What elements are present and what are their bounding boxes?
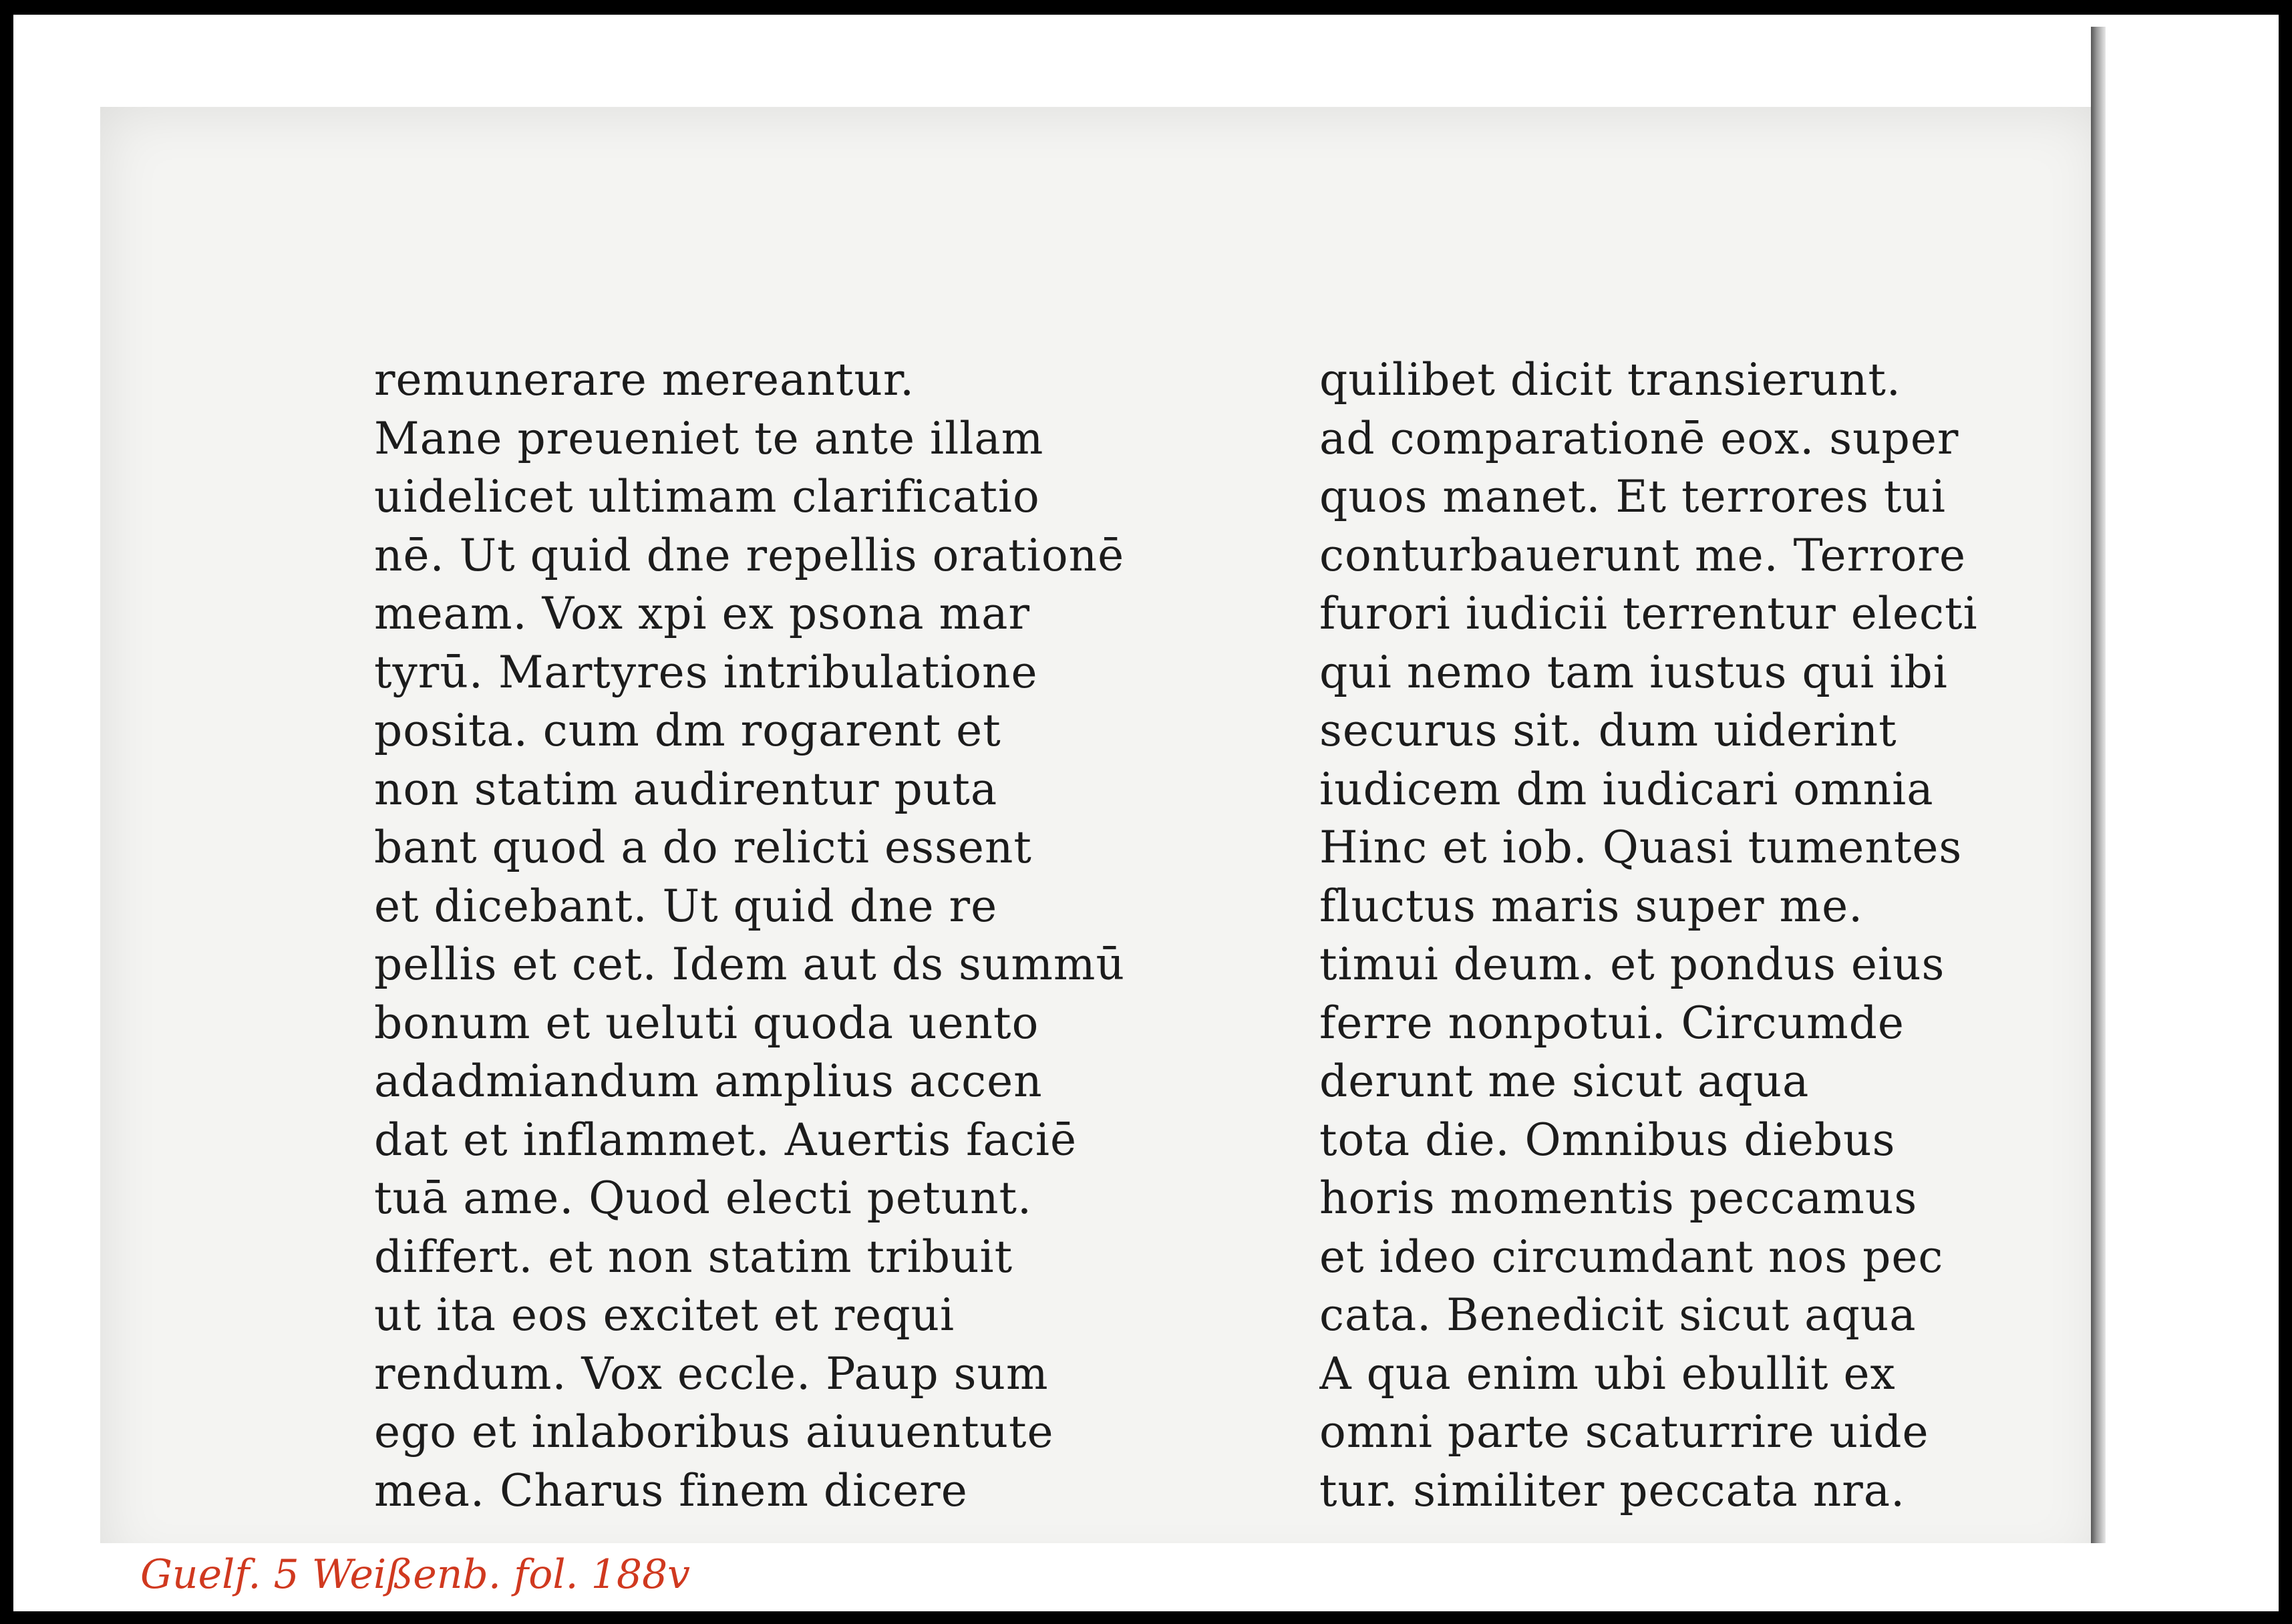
text-line: adadmiandum amplius accen [374,1055,1043,1107]
page-edge-shadow [2091,27,2106,1577]
text-line: qui nemo tam iustus qui ibi [1319,646,1948,698]
text-line: ferre nonpotui. Circumde [1319,997,1905,1049]
text-line: timui deum. et pondus eius [1319,939,1945,990]
text-line: et ideo circumdant nos pec [1319,1231,1944,1283]
text-line: cata. Benedicit sicut aqua [1319,1289,1917,1341]
text-line: rendum. Vox eccle. Paup sum [374,1347,1049,1400]
text-line: nē. Ut quid dne repellis orationē [374,529,1125,581]
text-line: ut ita eos excitet et requi [374,1289,955,1341]
text-line: posita. cum dm rogarent et [374,705,1001,756]
text-line: bant quod a do relicti essent [374,822,1032,873]
text-line: furori iudicii terrentur electi [1319,588,1978,639]
shelfmark-annotation: Guelf. 5 Weißenb. fol. 188v [140,1551,691,1598]
text-line: quilibet dicit transierunt. [1319,354,1901,405]
text-line: differt. et non statim tribuit [374,1231,1013,1283]
text-line: quos manet. Et terrores tui [1319,471,1947,522]
text-line: uidelicet ultimam clarificatio [374,471,1040,522]
text-line: bonum et ueluti quoda uento [374,997,1039,1049]
text-line: derunt me sicut aqua [1319,1055,1810,1107]
text-line: meam. Vox xpi ex psona mar [374,588,1031,639]
text-line: A qua enim ubi ebullit ex [1319,1347,1896,1400]
text-line: tyrū. Martyres intribulatione [374,646,1038,698]
text-line: conturbauerunt me. Terrore [1319,529,1967,581]
text-line: fluctus maris super me. [1319,880,1864,932]
text-line: dat et inflammet. Auertis faciē [374,1114,1078,1166]
text-line: tota die. Omnibus diebus [1319,1114,1896,1166]
text-line: non statim audirentur puta [374,763,998,815]
text-line: securus sit. dum uiderint [1319,705,1897,756]
text-line: remunerare mereantur. [374,354,915,405]
text-line: iudicem dm iudicari omnia [1319,763,1934,815]
text-line: omni parte scaturrire uide [1319,1406,1929,1458]
text-line: Hinc et iob. Quasi tumentes [1319,822,1963,873]
text-line: mea. Charus finem dicere [374,1464,968,1516]
text-line: horis momentis peccamus [1319,1172,1918,1224]
text-line: tuā ame. Quod electi petunt. [374,1172,1033,1224]
text-line: pellis et cet. Idem aut ds summū [374,939,1125,990]
text-line: ad comparationē eox. super [1319,412,1959,464]
manuscript-page [100,107,2104,1577]
text-line: ego et inlaboribus aiuuentute [374,1406,1054,1458]
left-text-column [374,351,1283,1520]
right-text-column [1319,351,2094,1520]
text-line: et dicebant. Ut quid dne re [374,880,998,932]
text-line: Mane preueniet te ante illam [374,412,1044,464]
text-line: tur. similiter peccata nra. [1319,1464,1906,1516]
